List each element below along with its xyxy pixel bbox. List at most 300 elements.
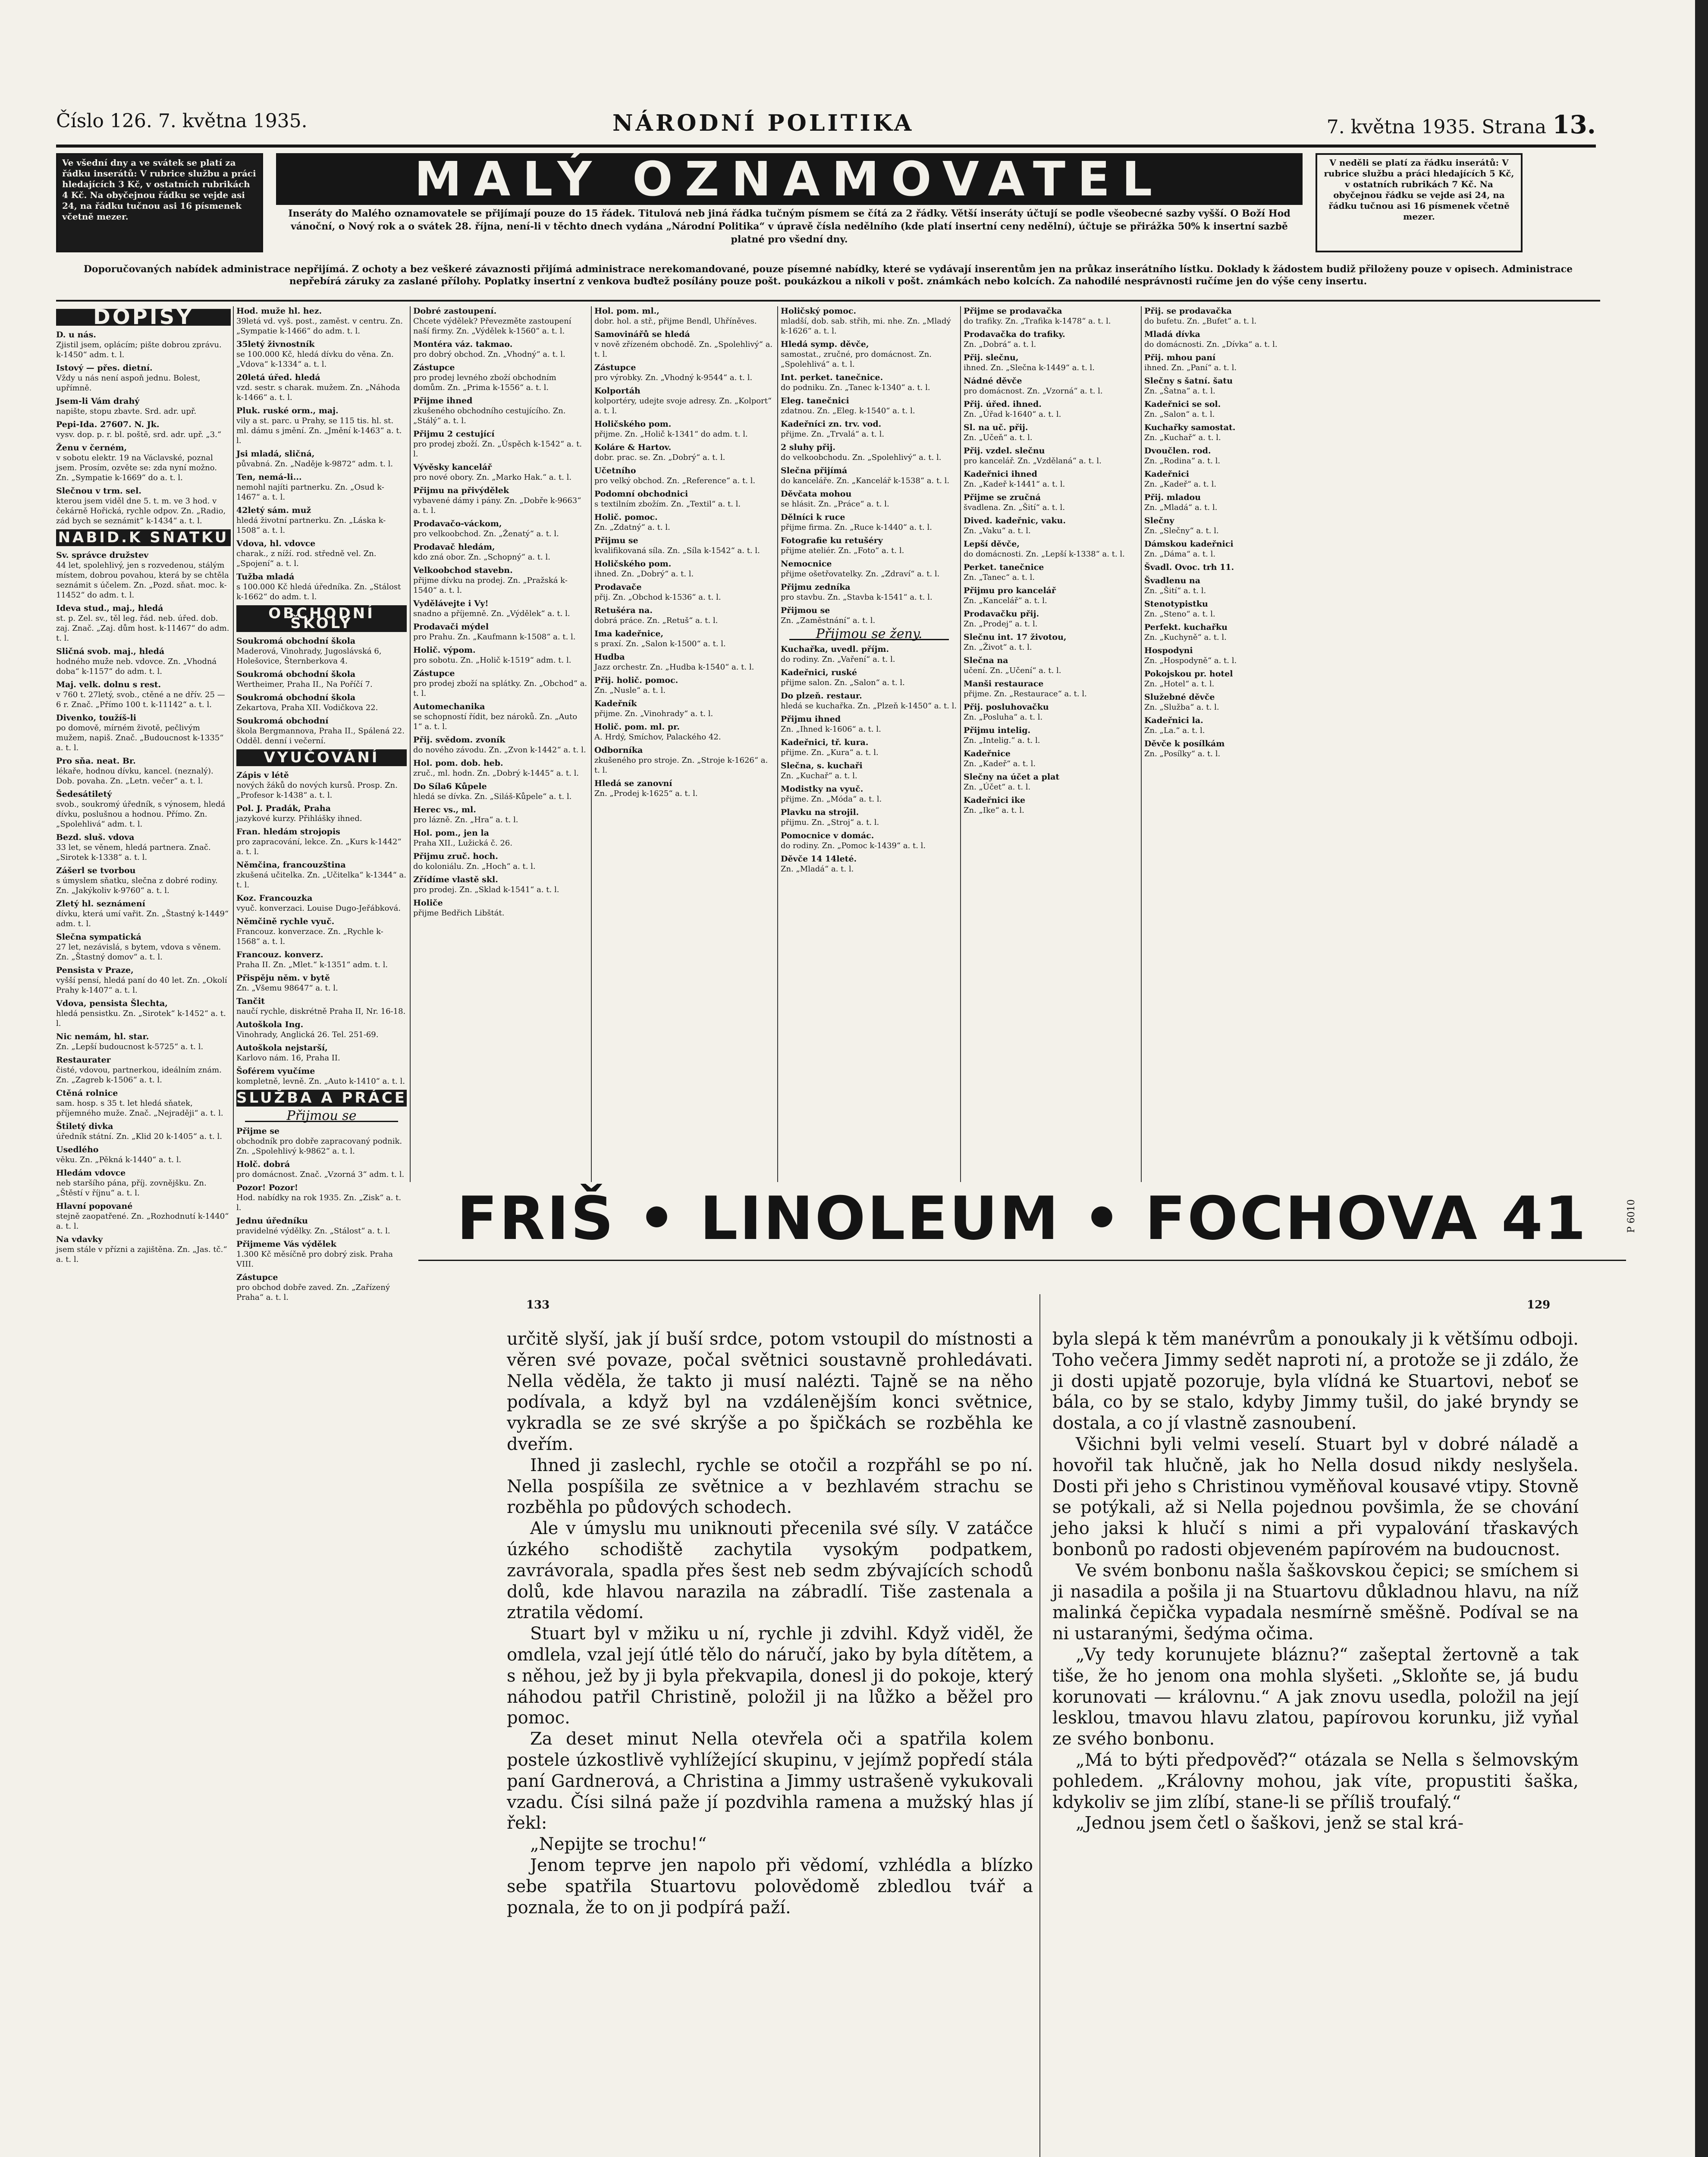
classified-ad (781, 784, 958, 804)
classified-ad (594, 513, 775, 532)
classified-ad (781, 489, 958, 509)
classified-column-6 (964, 306, 1138, 1182)
classified-ad (236, 1183, 407, 1213)
ad-body: dívku, která umí vařit. Zn. „Štastný k-1449“ adm. t. l. (56, 909, 229, 928)
classified-ad (594, 676, 775, 695)
novel-paragraph: „Jednou jsem četl o šaškovi, jenž se stal krá- (1076, 1813, 1464, 1833)
ad-body: pro prodej zboží. Zn. „Úspěch k-1542“ a. t. l. (413, 440, 582, 459)
ad-body: v sobotu elektr. 19 na Václavské, poznal jsem. Prosím, ozvěte se: zda nyní možno. Zn. „Sympatie k-1669“ do a. t. l. (56, 453, 217, 482)
ad-body: přijme ateliér. Zn. „Foto“ a. t. l. (781, 546, 904, 555)
classified-ad (1144, 516, 1319, 536)
novel-paragraph: Všichni byli velmi veselí. Stuart byl v dobré náladě a hovořil tak hlučně, jak ho Nella dosud nikdy neslyšela. Dosti při jeho s Christinou vyměňoval kousavé vtipy. Stovně se potýkali, až si Nella pojednou povšimla, že se chování jeho jaksi k hlučí s nimi a při vypalování třaskavých bonbonů po radosti objeveném papírovém na budoucnost. (1052, 1434, 1579, 1560)
middle-rule (56, 300, 1600, 302)
ad-title: Přijme se zručná (964, 493, 1041, 502)
section-heading: NABID.K SŇATKU (56, 529, 231, 546)
classified-ad (56, 1235, 231, 1264)
classified-ad (781, 466, 958, 486)
ad-body: pro zapracování, lekce. Zn. „Kurs k-1442“ a. t. l. (236, 837, 402, 856)
ad-title: Přij. mladou (1144, 493, 1201, 502)
ad-title: Vývěsky kancelář (413, 462, 492, 472)
ad-body: pro nové obory. Zn. „Marko Hak.“ a. t. l. (413, 473, 572, 482)
classified-ad (413, 363, 588, 393)
classified-ad (413, 669, 588, 698)
novel-paragraph: byla slepá k těm manévrům a ponoukaly ji k většímu odboji. Toho večera Jimmy sedět naproti ní, a protože se ji zdálo, že ji dosti upjatě pozoruje, byla vlídná ke Stuartovi, neboť se bála, co by se stalo, kdyby Jimmy tušil, do jaké bryndy se dostala, a co jí vlastně zasnoubení. (1052, 1329, 1579, 1434)
ad-title: Zápis v létě (236, 770, 289, 780)
ad-title: Holč. dobrá (236, 1160, 290, 1169)
ad-title: Hol. pom., jen la (413, 828, 489, 838)
classified-ad (236, 670, 407, 689)
ad-title: 2 sluhy přij. (781, 443, 836, 452)
ad-body: Zn. „Steno“ a. t. l. (1144, 610, 1215, 619)
classified-ad (964, 423, 1138, 443)
ad-body: Zn. „La.“ a. t. l. (1144, 726, 1205, 735)
ad-body: naučí rychle, diskrétně Praha II, Nr. 16-18. (236, 1007, 406, 1016)
ad-title: Holičského pom. (594, 559, 672, 569)
ad-title: Mladá dívka (1144, 330, 1200, 339)
ad-body: s úmyslem sňatku, slečna z dobré rodiny. Zn. „Jakýkoliv k-9760“ a. t. l. (56, 876, 218, 895)
classified-ad (1144, 692, 1319, 712)
ad-body: 44 let, spolehlivý, jen s rozvedenou, stálým místem, dobrou povahou, která by se chtěla seznámit s účelem. Zn. „Pozd. sňat. moc. k-11452“ do adm. t. l. (56, 561, 229, 600)
ad-title: Restaurater (56, 1055, 111, 1065)
ad-body: Zn. „Mladá“ a. t. l. (781, 865, 854, 874)
classified-ad (236, 373, 407, 402)
classified-ad (236, 1126, 407, 1156)
classified-ad (781, 606, 958, 626)
classified-ad (413, 396, 588, 426)
ad-body: s 100.000 Kč hledá úředníka. Zn. „Stálost k-1662“ do adm. t. l. (236, 582, 401, 601)
classified-ad (413, 898, 588, 918)
ad-body: Zn. „Služba“ a. t. l. (1144, 703, 1219, 712)
classified-ad (781, 443, 958, 462)
classified-ad (594, 606, 775, 626)
classified-ad (56, 1201, 231, 1231)
ad-title: Děvčata mohou (781, 489, 852, 499)
ad-body: pravidelné výdělky. Zn. „Stálost“ a. t. l. (236, 1226, 390, 1236)
ad-body: vzd. sestr. s charak. mužem. Zn. „Náhoda k-1466“ a. t. l. (236, 383, 400, 402)
classified-column-3 (413, 306, 588, 1182)
ad-body: zkušeného obchodního cestujícího. Zn. „Stálý“ a. t. l. (413, 406, 566, 425)
section-masthead: MALÝ OZNAMOVATEL (276, 153, 1303, 205)
ad-body: Vinohrady, Anglická 26. Tel. 251-69. (236, 1030, 379, 1039)
classified-column-4 (594, 306, 775, 1182)
ad-title: Manši restaurace (964, 679, 1044, 689)
section-subheading: Přijmou se (245, 1111, 398, 1122)
classified-ad (413, 805, 588, 825)
classified-ad (236, 973, 407, 993)
ad-body: do podniku. Zn. „Tanec k-1340“ a. t. l. (781, 383, 930, 392)
ad-body: hledá životní partnerku. Zn. „Láska k-1508“ a. t. l. (236, 516, 386, 535)
ad-body: Zn. „Účet“ a. t. l. (964, 783, 1031, 792)
ad-title: Přijmu zedníka (781, 582, 851, 592)
classified-ad (781, 419, 958, 439)
classified-ad (964, 679, 1138, 699)
ad-title: Montéra váz. takmao. (413, 340, 513, 349)
ad-title: Jednu úředníku (236, 1216, 308, 1226)
ad-title: Kadeřnici la. (1144, 716, 1203, 725)
ad-title: Prodavačka do trafiky. (964, 330, 1065, 339)
ad-body: st. p. Zel. sv., těl leg. řád. neb. úřed. dob. zaj. Znač. „Zaj. dům host. k-11467“ do adm. t. l. (56, 614, 229, 643)
ad-title: Kadeřnici ihned (964, 469, 1037, 479)
ad-title: Slečny s šatní. šatu (1144, 376, 1233, 386)
classified-ad (236, 693, 407, 713)
classified-ad (594, 363, 775, 383)
ad-title: Pluk. ruské orm., maj. (236, 406, 339, 415)
ad-body: v nově zřízeném obchodě. Zn. „Spolehlivý“ a. t. l. (594, 340, 773, 359)
ad-body: Zn. „Vaku“ a. t. l. (964, 526, 1031, 535)
classified-ad (1144, 423, 1319, 443)
ad-title: Němčina, francouzština (236, 860, 346, 870)
ad-title: Dámskou kadeřnici (1144, 539, 1234, 549)
classified-ad (56, 647, 231, 676)
ad-body: Chcete výdělek? Převezměte zastoupení naší firmy. Zn. „Výdělek k-1560“ a. t. l. (413, 317, 571, 336)
classified-ad (236, 406, 407, 446)
ad-title: Slečna, s. kuchaři (781, 761, 863, 770)
ad-title: Zášerl se tvorbou (56, 866, 136, 875)
novel-paragraph: Za deset minut Nella otevřela oči a spatřila kolem postele úzkostlivě vyhlížející skupinu, v jejímž popředí stála paní Gardnerová, a Christina a Jimmy ustrašeně vykukovali vzadu. Čísi silná paže jí pozdvihla ramena a mužský hlas jí řekl: (507, 1729, 1033, 1833)
ad-title: Přijmeme Vás výdělek (236, 1239, 336, 1249)
classified-ad (594, 699, 775, 719)
classified-ad (236, 1239, 407, 1269)
ad-body: lékaře, hodnou dívku, kancel. (neznalý). Dob. povaha. Zn. „Letn. večer“ a. t. l. (56, 767, 214, 786)
classified-ad (56, 1055, 231, 1085)
ad-body: pro výrobky. Zn. „Vhodný k-9544“ a. t. l. (594, 373, 753, 382)
linoleum-advertisement: FRIŠ • LINOLEUM • FOCHOVA 41 (457, 1184, 1588, 1253)
ad-body: 1.300 Kč měsíčně pro dobrý zisk. Praha VIII. (236, 1250, 393, 1269)
ad-body: pro velkoobchod. Zn. „Ženatý“ a. t. l. (413, 529, 559, 538)
novel-page-left (507, 1329, 1033, 1918)
ad-body: věku. Zn. „Pěkná k-1440“ a. t. l. (56, 1155, 182, 1164)
classified-ad (781, 306, 958, 336)
ad-title: Přijmu pro kancelář (964, 586, 1056, 595)
ad-body: dobr. prac. se. Zn. „Dobrý“ a. t. l. (594, 453, 725, 462)
ad-body: pro Prahu. Zn. „Kaufmann k-1508“ a. t. l. (413, 632, 576, 641)
ad-body: kvalifikovaná síla. Zn. „Síla k-1542“ a. t. l. (594, 546, 760, 555)
ad-title: Prodavač hledám, (413, 542, 495, 552)
ad-title: Přij. svědom. zvoník (413, 735, 505, 745)
ad-title: Koz. Francouzka (236, 893, 313, 903)
classified-ad (781, 513, 958, 532)
classified-ad (594, 330, 775, 359)
ad-title: Přij. posluhovačku (964, 702, 1049, 712)
ad-body: Zn. „Zaměstnání“ a. t. l. (781, 616, 876, 625)
ad-title: Kuchařky samostat. (1144, 423, 1236, 432)
ad-title: Divenko, toužíš-li (56, 713, 136, 723)
classified-ad (964, 493, 1138, 513)
classified-ad (594, 779, 775, 799)
section-heading: DOPISY (56, 309, 231, 326)
ad-title: Pol. J. Pradák, Praha (236, 804, 331, 813)
classified-ad (594, 306, 775, 326)
novel-paragraph: Stuart byl v mžiku u ní, rychle ji zdvihl. Když viděl, že omdlela, vzal její útlé tělo do náručí, jako by byla dítětem, a s něhou, jež by ji byla překvapila, donesl ji do pokoje, který náhodou patřil Christině, položil ji na lůžko a běžel pro pomoc. (507, 1624, 1033, 1728)
ad-title: Eleg. tanečnici (781, 396, 849, 406)
ad-title: Hol. pom. ml., (594, 306, 659, 316)
ad-title: Holičský pomoc. (781, 306, 857, 316)
ad-title: 20letá úřed. hledá (236, 373, 320, 382)
classified-ad (236, 860, 407, 890)
ad-title: Samovinářů se hledá (594, 330, 690, 339)
ad-title: Tužba mladá (236, 572, 295, 582)
classified-ad (1144, 330, 1319, 349)
ad-title: Vdova, pensista Šlechta, (56, 999, 168, 1008)
issue-info: Číslo 126. 7. května 1935. (56, 110, 308, 132)
ad-body: ihned. Zn. „Dobrý“ a. t. l. (594, 569, 694, 579)
ad-body: Zn. „Prodej“ a. t. l. (964, 619, 1038, 629)
ad-title: Němčině rychle vyuč. (236, 917, 335, 926)
classified-ad (781, 761, 958, 781)
classified-ad (781, 808, 958, 827)
classified-ad (781, 668, 958, 688)
ad-title: Slečna přijímá (781, 466, 848, 475)
ad-title: D. u nás. (56, 330, 96, 340)
ad-body: do domácnosti. Zn. „Dívka“ a. t. l. (1144, 340, 1278, 349)
ad-body: Zn. „Kancelář“ a. t. l. (964, 596, 1047, 605)
classified-ad (1144, 623, 1319, 642)
ad-title: Hledám vdovce (56, 1168, 126, 1178)
ad-title: Hledá symp. děvče, (781, 340, 869, 349)
ad-body: přijme. Zn. „Restaurace“ a. t. l. (964, 689, 1087, 698)
ad-body: kompletně, levně. Zn. „Auto k-1410“ a. t. l. (236, 1077, 405, 1086)
ad-title: Odborníka (594, 745, 643, 755)
ad-title: Služebné děvče (1144, 692, 1215, 702)
ad-body: snadno a příjemně. Zn. „Výdělek“ a. t. l. (413, 609, 570, 618)
ad-title: Pensista v Praze, (56, 965, 134, 975)
ad-title: Sl. na uč. přij. (964, 423, 1028, 432)
ad-body: do nového závodu. Zn. „Zvon k-1442“ a. t. l. (413, 745, 586, 755)
ad-title: Ten, nemá-li... (236, 472, 302, 482)
classified-ad (1144, 563, 1319, 572)
ad-title: Kadeřnici se sol. (1144, 399, 1221, 409)
ad-title: 35letý živnostník (236, 340, 315, 349)
novel-paragraph: Jenom teprve jen napolo při vědomí, vzhlédla a blízko sebe spatřila Stuartovu polovědomě zbledlou tvář a poznala, že to on ji podpírá paží. (507, 1855, 1033, 1918)
classified-ad (964, 726, 1138, 745)
ad-title: Francouz. konverz. (236, 950, 323, 959)
novel-paragraph: Ihned ji zaslechl, rychle se otočil a rozpřáhl se po ní. Nella pospíšila ze světnice a v bezhlavém strachu se rozběhla po půdových schodech. (507, 1455, 1033, 1518)
ad-title: Holiče (413, 898, 443, 908)
classified-ad (413, 645, 588, 665)
classified-ad (781, 831, 958, 851)
classified-ad (236, 506, 407, 535)
ad-body: přijme. Zn. „Kura“ a. t. l. (781, 748, 879, 757)
classified-ad (1144, 493, 1319, 513)
ad-body: pro domácnost. Zn. „Vzorná“ a. t. l. (964, 387, 1103, 396)
classified-ad (781, 582, 958, 602)
ad-title: Učetního (594, 466, 636, 475)
ad-body: dobrá práce. Zn. „Retuš“ a. t. l. (594, 616, 718, 625)
ad-title: Soukromá obchodní škola (236, 693, 356, 702)
classified-ad (56, 680, 231, 710)
advert-rule (418, 1260, 1626, 1261)
ad-title: Šoférem vyučíme (236, 1066, 315, 1076)
ad-title: Kuchařka, uvedl. příjm. (781, 645, 889, 654)
classified-ad (236, 917, 407, 946)
classified-ad (56, 932, 231, 962)
ad-title: Stenotypistku (1144, 599, 1208, 609)
classified-ad (594, 489, 775, 509)
ad-title: Prodavače (594, 582, 642, 592)
classified-ad (413, 735, 588, 755)
ad-body: pro lázně. Zn. „Hra“ a. t. l. (413, 815, 518, 824)
classified-ad (964, 306, 1138, 326)
classified-ad (781, 645, 958, 664)
classified-ad (781, 559, 958, 579)
column-rule (410, 306, 411, 1182)
classified-ad (413, 542, 588, 562)
ad-body: Zn. „Kuchař“ a. t. l. (1144, 433, 1221, 442)
ad-title: Zástupce (413, 363, 455, 372)
ad-body: Zn. „Šití“ a. t. l. (1144, 586, 1206, 595)
ad-title: Zástupce (413, 669, 455, 678)
ad-body: samostat., zručné, pro domácnost. Zn. „Spolehlivá“ a. t. l. (781, 350, 932, 369)
ad-title: Ideva stud., maj., hledá (56, 604, 163, 613)
ad-body: Zn. „Nusle“ a. t. l. (594, 686, 666, 695)
ad-body: Zn. „Kadeř“ a. t. l. (964, 759, 1036, 768)
classified-ad (594, 745, 775, 775)
ad-body: Zn. „Mladá“ a. t. l. (1144, 503, 1218, 512)
ad-body: 33 let, se věnem, hledá partnera. Znač. „Sirotek k-1338“ a. t. l. (56, 843, 211, 862)
classified-ad (964, 330, 1138, 349)
ad-body: přijme salon. Zn. „Salon“ a. t. l. (781, 678, 905, 687)
ad-title: Slečnou v trm. sel. (56, 486, 141, 496)
ad-title: Bezd. sluš. vdova (56, 833, 135, 842)
ad-title: Přij. vzdel. slečnu (964, 446, 1045, 456)
ad-title: Ženu v černém, (56, 443, 127, 453)
classified-ad (56, 1032, 231, 1052)
ad-title: Hudba (594, 652, 625, 662)
ad-title: Prodavačku přij. (964, 609, 1039, 619)
ad-body: učení. Zn. „Učení“ a. t. l. (964, 666, 1061, 675)
ad-title: Slečna sympatická (56, 932, 141, 942)
ad-body: nemohl najíti partnerku. Zn. „Osud k-1467“ a. t. l. (236, 483, 384, 502)
ad-title: 42letý sám. muž (236, 506, 311, 515)
classified-ad (413, 782, 588, 802)
novel-divider (1039, 1294, 1040, 2157)
classified-ad (964, 586, 1138, 606)
ad-title: Přijme ihned (413, 396, 473, 406)
ad-body: zdatnou. Zn. „Eleg. k-1540“ a. t. l. (781, 406, 915, 415)
ad-title: Kadeřnici, tř. kura. (781, 738, 869, 747)
ad-body: Zn. „Posílky“ a. t. l. (1144, 749, 1221, 758)
ad-body: vybavené dámy i pány. Zn. „Dobře k-9663“ a. t. l. (413, 496, 581, 515)
ad-title: Dobré zastoupení. (413, 306, 497, 316)
ad-body: jazykové kurzy. Přihlášky ihned. (236, 814, 362, 823)
novel-page-right (1052, 1329, 1579, 1834)
novel-paragraph: „Nepijte se trochu!“ (530, 1834, 707, 1855)
classified-ad (236, 539, 407, 569)
ad-title: Kadeřnice (964, 749, 1011, 758)
classified-ad (56, 965, 231, 995)
ad-body: čisté, vdovou, partnerkou, ideálním znám. Zn. „Zagreb k-1506“ a. t. l. (56, 1066, 222, 1085)
ad-title: Modistky na vyuč. (781, 784, 863, 794)
ad-body: škola Bergmannova, Praha II., Spálená 22. Odděl. denní i večerní. (236, 726, 405, 745)
classified-ad (236, 997, 407, 1016)
ad-title: Přijmu ihned (781, 714, 841, 724)
ad-body: švadlena. Zn. „Šití“ a. t. l. (964, 503, 1065, 512)
novel-page-right-number: 129 (1527, 1299, 1551, 1311)
ad-title: Kadeřníci zn. trv. vod. (781, 419, 882, 429)
classified-ad (781, 536, 958, 556)
ad-title: Koláre & Hartov. (594, 443, 672, 452)
ad-body: Zn. „Prodej k-1625“ a. t. l. (594, 789, 698, 798)
ad-title: Přijmou se (781, 606, 830, 615)
ad-body: hledá pensistku. Zn. „Sirotek“ k-1452“ a. t. l. (56, 1009, 226, 1028)
ad-body: s praxí. Zn. „Salon k-1500“ a. t. l. (594, 639, 726, 648)
ad-title: Nádné děvče (964, 376, 1022, 386)
classified-ad (781, 340, 958, 369)
classified-ad (56, 713, 231, 753)
ad-title: Holičského pom. (594, 419, 672, 429)
classified-ad (56, 330, 231, 360)
classified-ad (236, 1043, 407, 1063)
ad-body: Zn. „Šatna“ a. t. l. (1144, 387, 1215, 396)
column-rule (591, 306, 592, 1182)
classified-ad (56, 396, 231, 416)
ad-body: pro obchod dobře zaved. Zn. „Zařízený Praha“ a. t. l. (236, 1283, 390, 1302)
ad-title: Děvče 14 14leté. (781, 854, 857, 864)
ad-body: do rodiny. Zn. „Pomoc k-1439“ a. t. l. (781, 841, 926, 850)
ad-title: Fran. hledám strojopis (236, 827, 340, 836)
section-heading: VYUČOVÁNÍ (236, 749, 407, 766)
ad-title: Sličná svob. maj., hledá (56, 647, 165, 656)
ad-body: pro prodej. Zn. „Sklad k-1541“ a. t. l. (413, 885, 559, 894)
ad-body: hledá se kuchařka. Zn. „Plzeň k-1450“ a. t. l. (781, 701, 957, 711)
ad-body: ihned. Zn. „Paní“ a. t. l. (1144, 363, 1237, 372)
section-subheading: Přijmou se ženy. (789, 629, 949, 640)
classified-ad (56, 899, 231, 929)
ad-body: Zn. „Dobrá“ a. t. l. (964, 340, 1036, 349)
newspaper-title: NÁRODNÍ POLITIKA (612, 110, 914, 136)
ad-body: vyšší pensí, hledá paní do 40 let. Zn. „Okolí Prahy k-1407“ a. t. l. (56, 976, 227, 995)
classified-ad (1144, 539, 1319, 559)
ad-body: pro sobotu. Zn. „Holič k-1519“ adm. t. l. (413, 656, 571, 665)
ad-body: Zn. „Posluha“ a. t. l. (964, 713, 1043, 722)
classified-ad (964, 539, 1138, 559)
ad-body: Jazz orchestr. Zn. „Hudba k-1540“ a. t. l. (594, 663, 754, 672)
ad-title: Retušéra na. (594, 606, 653, 615)
ad-body: do rodiny. Zn. „Vaření“ a. t. l. (781, 655, 895, 664)
ad-title: Pokojskou pr. hotel (1144, 669, 1233, 679)
ad-body: přijme. Zn. „Holič k-1341“ do adm. t. l. (594, 430, 748, 439)
ad-body: charak., z níží. rod. středně vel. Zn. „Spojení“ a. t. l. (236, 549, 377, 568)
ad-title: Nic nemám, hl. star. (56, 1032, 149, 1041)
ad-title: Autoškola nejstarší, (236, 1043, 328, 1053)
classified-ad (413, 462, 588, 482)
page-edge (1695, 0, 1708, 2157)
page-number: 13. (1552, 110, 1596, 139)
classified-ad (594, 443, 775, 462)
classified-ad (56, 866, 231, 896)
ad-title: Holič. pom. ml. pr. (594, 722, 680, 732)
column-rule (960, 306, 961, 1182)
date-page (1327, 110, 1596, 139)
ad-title: Vdova, hl. vdovce (236, 539, 316, 548)
running-head (56, 110, 1596, 140)
classified-ad (236, 804, 407, 824)
ad-body: pro domácnost. Znač. „Vzorná 3“ adm. t. l. (236, 1170, 405, 1179)
novel-paragraph: „Má to býti předpověď?“ otázala se Nella s šelmovským pohledem. „Královny mohou, jak víte, propustiti šaška, kdykoliv se jim zlíbí, stane-li se příliš troufalý.“ (1052, 1750, 1579, 1812)
ad-title: Hlavní popované (56, 1201, 133, 1211)
novel-paragraph: určitě slyší, jak jí buší srdce, potom vstoupil do místnosti a věren své povaze, počal světnici soustavně prohledávati. Nella věděla, že takto ji musí nalézti. Tajně se na něho podívala, a když byl na vzdálenějším konci světnice, vykradla se ze své skrýše a po špičkách se rozběhla ke dveřím. (507, 1329, 1033, 1454)
ad-title: Soukromá obchodní (236, 716, 329, 726)
ad-body: 39letá vd. vyš. post., zaměst. v centru. Zn. „Sympatie k-1466“ do adm. t. l. (236, 317, 403, 336)
classified-ad (964, 516, 1138, 536)
ad-body: do velkoobchodu. Zn. „Spolehlivý“ a. t. l. (781, 453, 942, 462)
ad-body: Zn. „Ike“ a. t. l. (964, 806, 1024, 815)
ad-title: Přij. úřed. ihned. (964, 399, 1042, 409)
classified-ad (1144, 399, 1319, 419)
classified-ad (413, 828, 588, 848)
classified-ad (594, 536, 775, 556)
ad-title: Pomocnice v domác. (781, 831, 874, 840)
